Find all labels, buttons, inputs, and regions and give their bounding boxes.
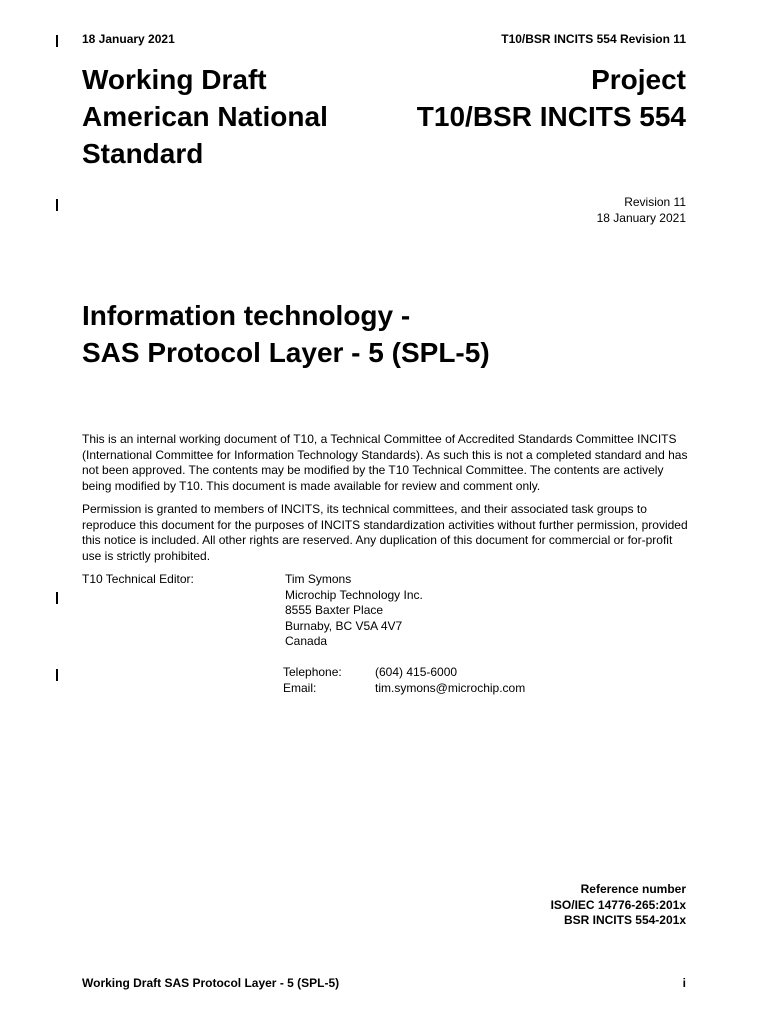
title-line: American National [82, 101, 328, 132]
change-bar [56, 669, 58, 681]
address-line: 8555 Baxter Place [285, 603, 384, 618]
address-line: Microchip Technology Inc. [285, 587, 423, 602]
email-label: Email: [283, 681, 317, 695]
address-line: Tim Symons [285, 572, 352, 586]
address-line: Canada [285, 634, 328, 649]
page-number: i [682, 976, 686, 990]
revision-date: 18 January 2021 [596, 211, 686, 225]
address-line: Burnaby, BC V5A 4V7 [285, 618, 403, 633]
document-title [82, 297, 490, 371]
header-doc-id: T10/BSR INCITS 554 Revision 11 [501, 32, 686, 46]
header-date: 18 January 2021 [82, 32, 175, 46]
title-line: Working Draft [82, 64, 267, 95]
title-line: Project [591, 64, 686, 95]
revision-info [597, 194, 686, 226]
document-title-line: Information technology - [82, 300, 411, 331]
change-bar [56, 35, 58, 47]
title-line: Standard [82, 138, 204, 169]
permission-paragraph: Permission is granted to members of INCITS, its technical committees, and their associated task groups to reproduce this document for the purposes of INCITS standardization activities without further permission, provided this notice is included. All other rights are reserved. Any duplication of this document for commercial or for-profit use is strictly prohibited. [82, 502, 688, 563]
title-line: T10/BSR INCITS 554 [416, 101, 686, 132]
telephone-label: Telephone: [283, 665, 342, 679]
reference-iso: ISO/IEC 14776-265:201x [550, 897, 686, 912]
email-value: tim.symons@microchip.com [375, 681, 526, 695]
change-bar [56, 592, 58, 604]
editor-address [285, 572, 423, 650]
change-bar [56, 199, 58, 211]
project-title [417, 61, 686, 135]
working-draft-title [82, 61, 328, 172]
footer-title: Working Draft SAS Protocol Layer - 5 (SPL-5) [82, 976, 340, 990]
reference-number-block [551, 882, 686, 929]
revision-number: Revision 11 [624, 195, 686, 209]
document-title-line: SAS Protocol Layer - 5 (SPL-5) [82, 337, 490, 368]
editor-label: T10 Technical Editor: [82, 572, 194, 586]
reference-bsr: BSR INCITS 554-201x [563, 913, 686, 928]
reference-label: Reference number [580, 882, 686, 896]
telephone-value: (604) 415-6000 [375, 665, 458, 679]
notice-paragraph: This is an internal working document of T10, a Technical Committee of Accredited Standards Committee INCITS (International Committee for Information Technology Standards). As such this is not a completed standard and has not been approved. The contents may be modified by the T10 Technical Committee. The contents are actively being modified by T10. This document is made available for review and comment only. [82, 432, 688, 493]
